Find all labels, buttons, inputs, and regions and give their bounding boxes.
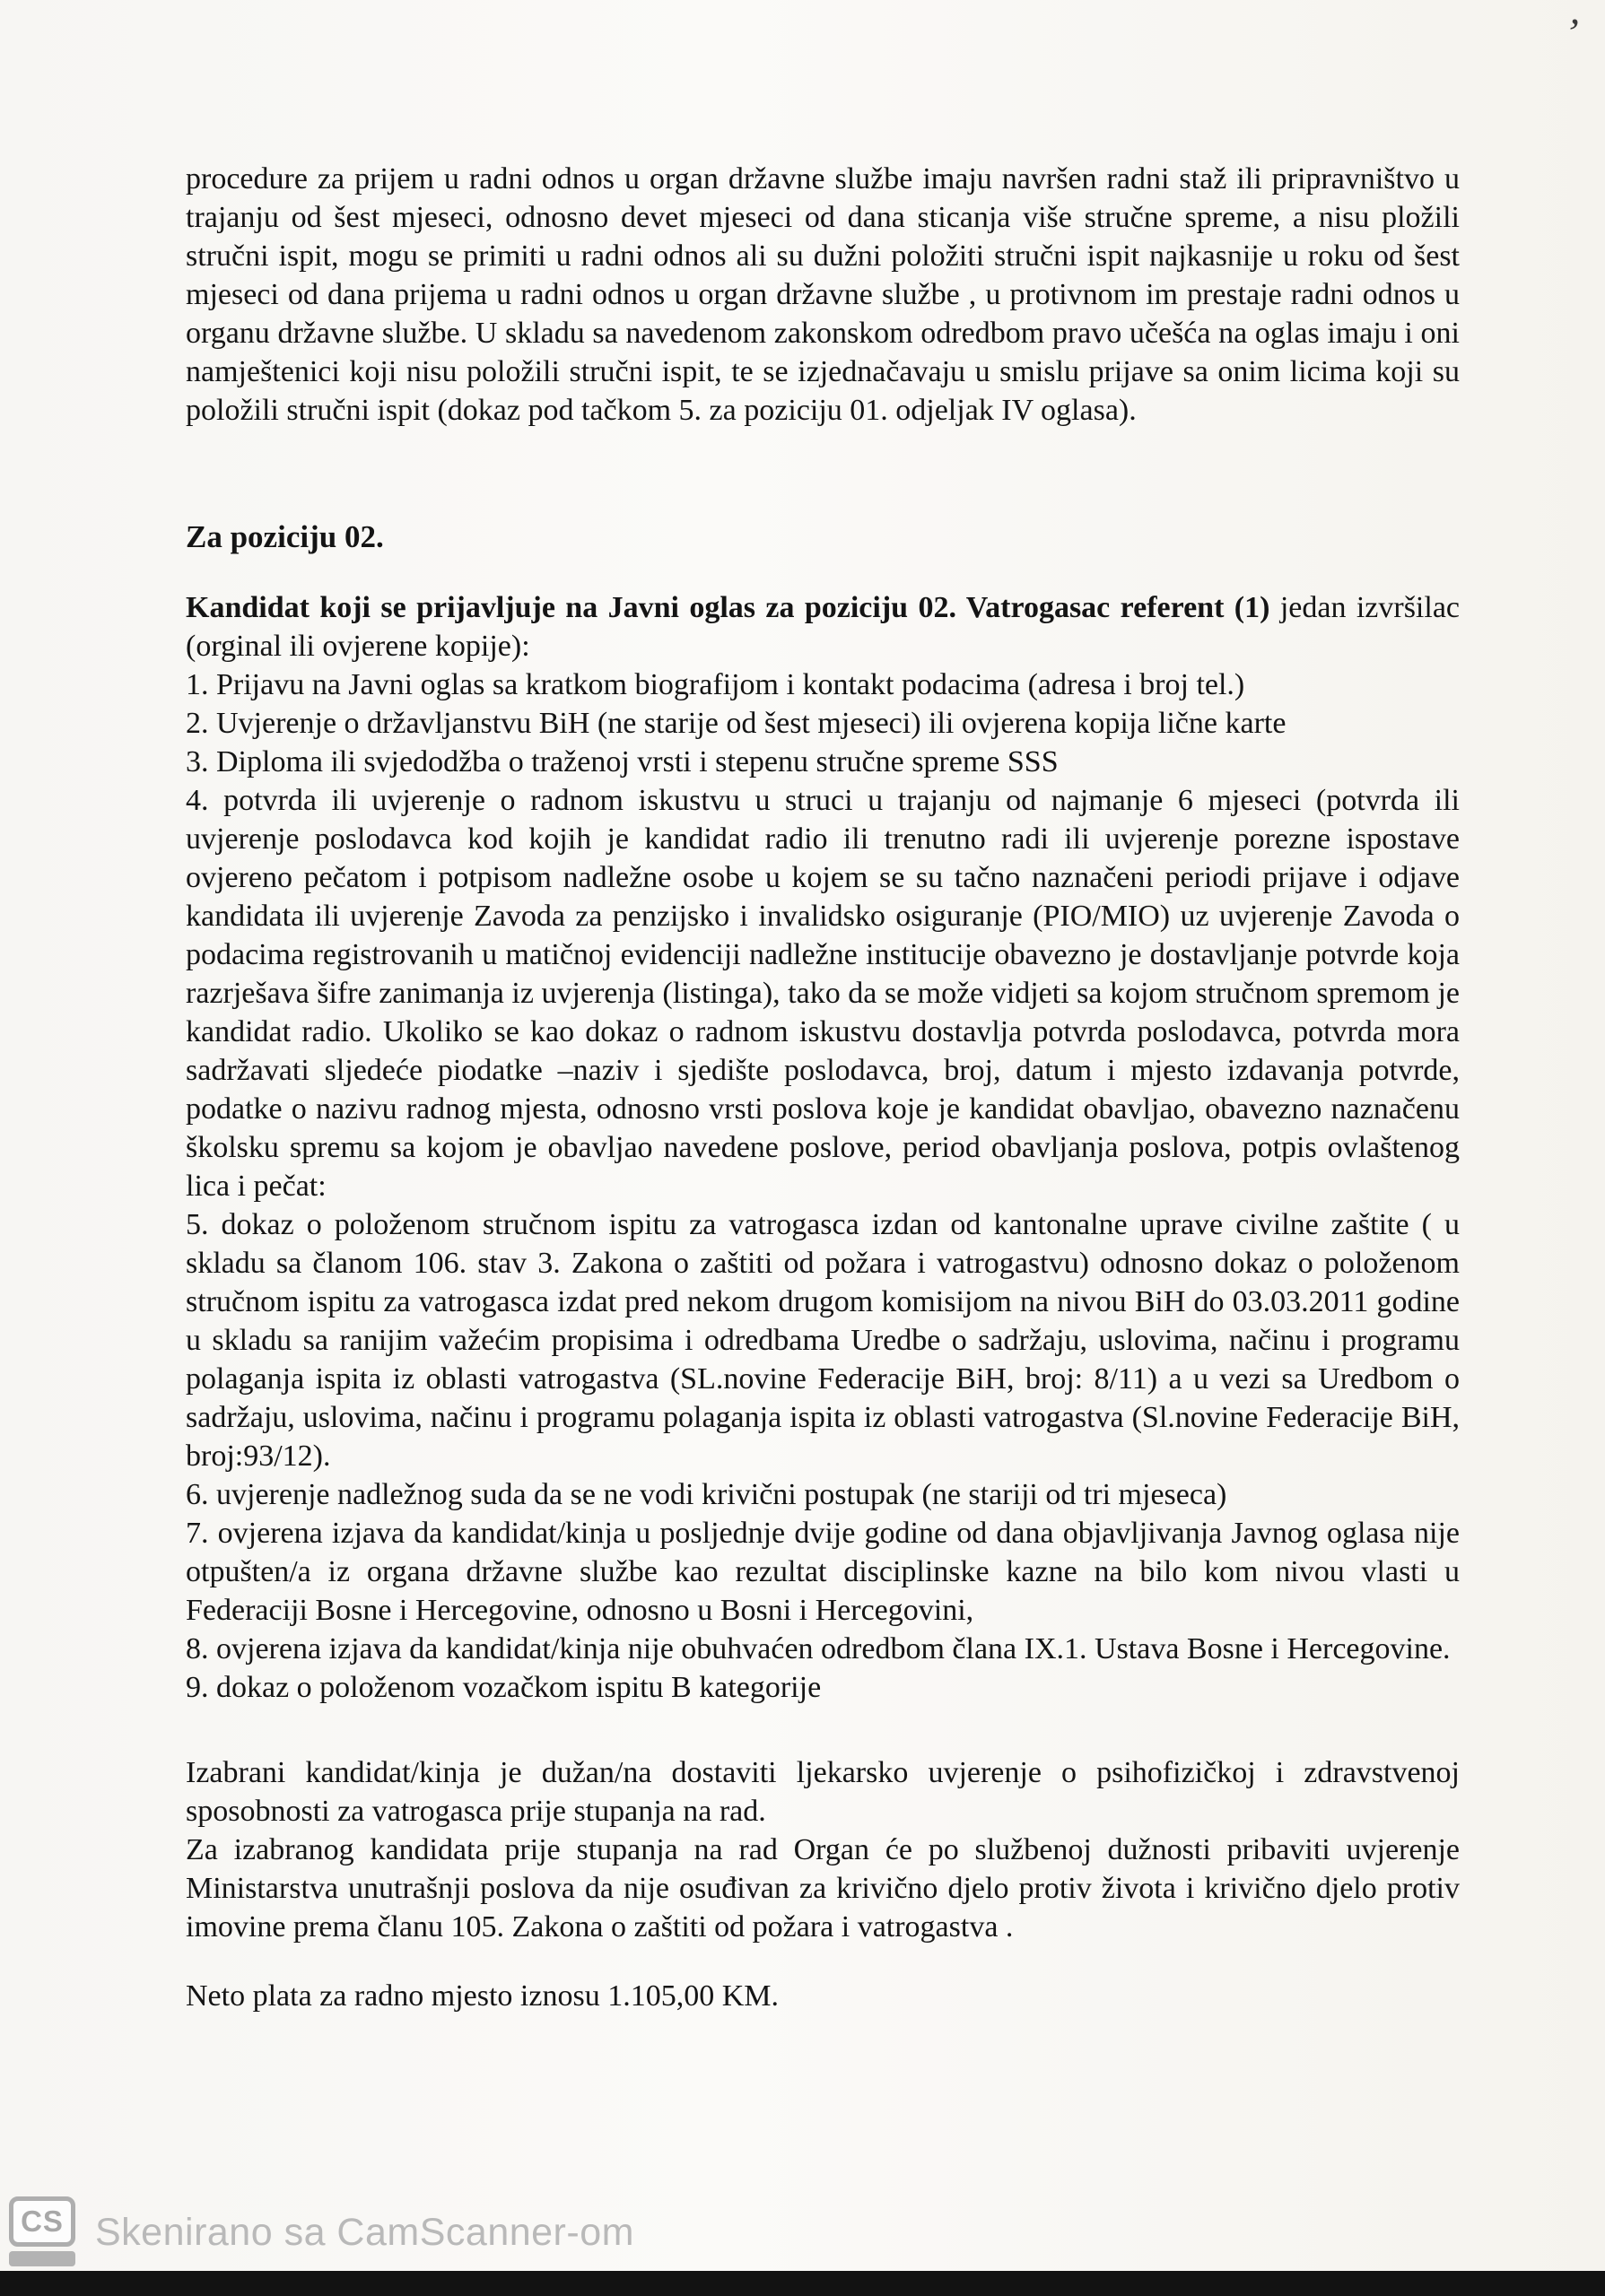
list-item-2: 2. Uvjerenje o državljanstvu BiH (ne starije od šest mjeseci) ili ovjerena kopija lične karte bbox=[186, 707, 1287, 740]
list-item-9: 9. dokaz o položenom vozačkom ispitu B kategorije bbox=[186, 1671, 822, 1704]
scan-artifact-mark: ’ bbox=[1563, 9, 1583, 57]
camscanner-logo-icon bbox=[9, 2196, 75, 2268]
bottom-black-bar bbox=[0, 2271, 1605, 2296]
section-heading-pozicija-02: Za poziciju 02. bbox=[186, 519, 384, 554]
list-item-7: 7. ovjerena izjava da kandidat/kinja u posljednje dvije godine od dana objavljivanja Javnog oglasa nije otpušten/a iz organa državne službe kao rezultat disciplinske kazne na bilo kom nivou vlasti u Federaciji Bosne i Hercegovine, odnosno u Bosni i Hercegovini, bbox=[186, 1517, 1460, 1627]
list-item-3: 3. Diploma ili svjedodžba o traženoj vrsti i stepenu stručne spreme SSS bbox=[186, 745, 1059, 778]
intro-regular-text: jedan izvršilac (orginal ili ovjerene kopije): bbox=[186, 591, 1461, 663]
closing-paragraph-1: Izabrani kandidat/kinja je dužan/na dostaviti ljekarsko uvjerenje o psihofizičkoj i zdravstvenoj sposobnosti za vatrogasca prije stupanja na rad. bbox=[186, 1756, 1460, 1828]
list-item-6: 6. uvjerenje nadležnog suda da se ne vodi krivični postupak (ne stariji od tri mjeseca) bbox=[186, 1478, 1227, 1511]
list-item-5: 5. dokaz o položenom stručnom ispitu za vatrogasca izdan od kantonalne uprave civilne zaštite ( u skladu sa članom 106. stav 3. Zakona o zaštiti od požara i vatrogastvu) odnosno dokaz o položenom stručnom ispitu za vatrogasca izdat pred nekom drugom komisijom na nivou BiH do 03.03.2011 godine u skladu sa ranijim važećim propisima i odredbama Uredbe o sadržaju, uslovima, načinu i programu polaganja ispita iz oblasti vatrogastva (SL.novine Federacije BiH, broj: 8/11) a u vezi sa Uredbom o sadržaju, uslovima, načinu i programu polaganja ispita iz oblasti vatrogastva (Sl.novine Federacije BiH, broj:93/12). bbox=[186, 1208, 1460, 1473]
camscanner-attribution bbox=[0, 2194, 1605, 2271]
paragraph-continuation: procedure za prijem u radni odnos u organ državne službe imaju navršen radni staž ili pripravništvo u trajanju od šest mjeseci, odnosno devet mjeseci od dana sticanja više stručne spreme, a nisu pložili stručni ispit, mogu se primiti u radni odnos ali su dužni položiti stručni ispit najkasnije u roku od šest mjeseci od dana prijema u radni odnos u organ državne službe , u protivnom im prestaje radni odnos u organu državne službe. U skladu sa navedenom zakonskom odredbom pravo učešća na oglas imaju i oni namještenici koji nisu položili stručni ispit, te se izjednačavaju u smislu prijave sa onim licima koji su položili stručni ispit (dokaz pod tačkom 5. za poziciju 01. odjeljak IV oglasa). bbox=[186, 162, 1460, 427]
list-item-8: 8. ovjerena izjava da kandidat/kinja nije obuhvaćen odredbom člana IX.1. Ustava Bosne i Hercegovine. bbox=[186, 1632, 1451, 1665]
camscanner-logo-tray bbox=[9, 2251, 75, 2266]
list-item-1: 1. Prijavu na Javni oglas sa kratkom biografijom i kontakt podacima (adresa i broj tel.) bbox=[186, 668, 1245, 701]
list-item-4: 4. potvrda ili uvjerenje o radnom iskustvu u struci u trajanju od najmanje 6 mjeseci (potvrda ili uvjerenje poslodavca kod kojih je kandidat radio ili trenutno radi ili uvjerenje porezne ispostave ovjereno pečatom i potpisom nadležne osobe u kojem se su tačno naznačeni periodi prijave i odjave kandidata ili uvjerenje Zavoda za penzijsko i invalidsko osiguranje (PIO/MIO) uz uvjerenje Zavoda o podacima registrovanih u matičnoj evidenciji nadležne institucije obavezno je dostavljanje potvrde koja razrješava šifre zanimanja iz uvjerenja (listinga), tako da se može vidjeti sa kojom stručnom spremom je kandidat radio. Ukoliko se kao dokaz o radnom iskustvu dostavlja potvrda poslodavca, potvrda mora sadržavati sljedeće piodatke –naziv i sjedište poslodavca, broj, datum i mjesto izdavanja potvrde, podatke o nazivu radnog mjesta, odnosno vrsti poslova koje je kandidat obavljao, obavezno naznačenu školsku spremu sa kojom je obavljao navedene poslove, period obavljanja poslova, potpis ovlaštenog lica i pečat: bbox=[186, 784, 1460, 1203]
salary-line: Neto plata za radno mjesto iznosu 1.105,00 KM. bbox=[186, 1979, 779, 2013]
scan-attribution-text: Skenirano sa CamScanner-om bbox=[95, 2210, 634, 2254]
closing-paragraph-2: Za izabranog kandidata prije stupanja na rad Organ će po službenoj dužnosti pribaviti uvjerenje Ministarstva unutrašnji poslova da nije osuđivan za krivično djelo protiv života i krivično djelo protiv imovine prema članu 105. Zakona o zaštiti od požara i vatrogastva . bbox=[186, 1833, 1460, 1944]
document-body bbox=[186, 160, 1460, 2015]
intro-bold-text: Kandidat koji se prijavljuje na Javni oglas za poziciju 02. Vatrogasac referent (1) bbox=[186, 591, 1270, 624]
camscanner-logo-letters: CS bbox=[9, 2196, 75, 2247]
intro-line bbox=[186, 588, 1460, 665]
